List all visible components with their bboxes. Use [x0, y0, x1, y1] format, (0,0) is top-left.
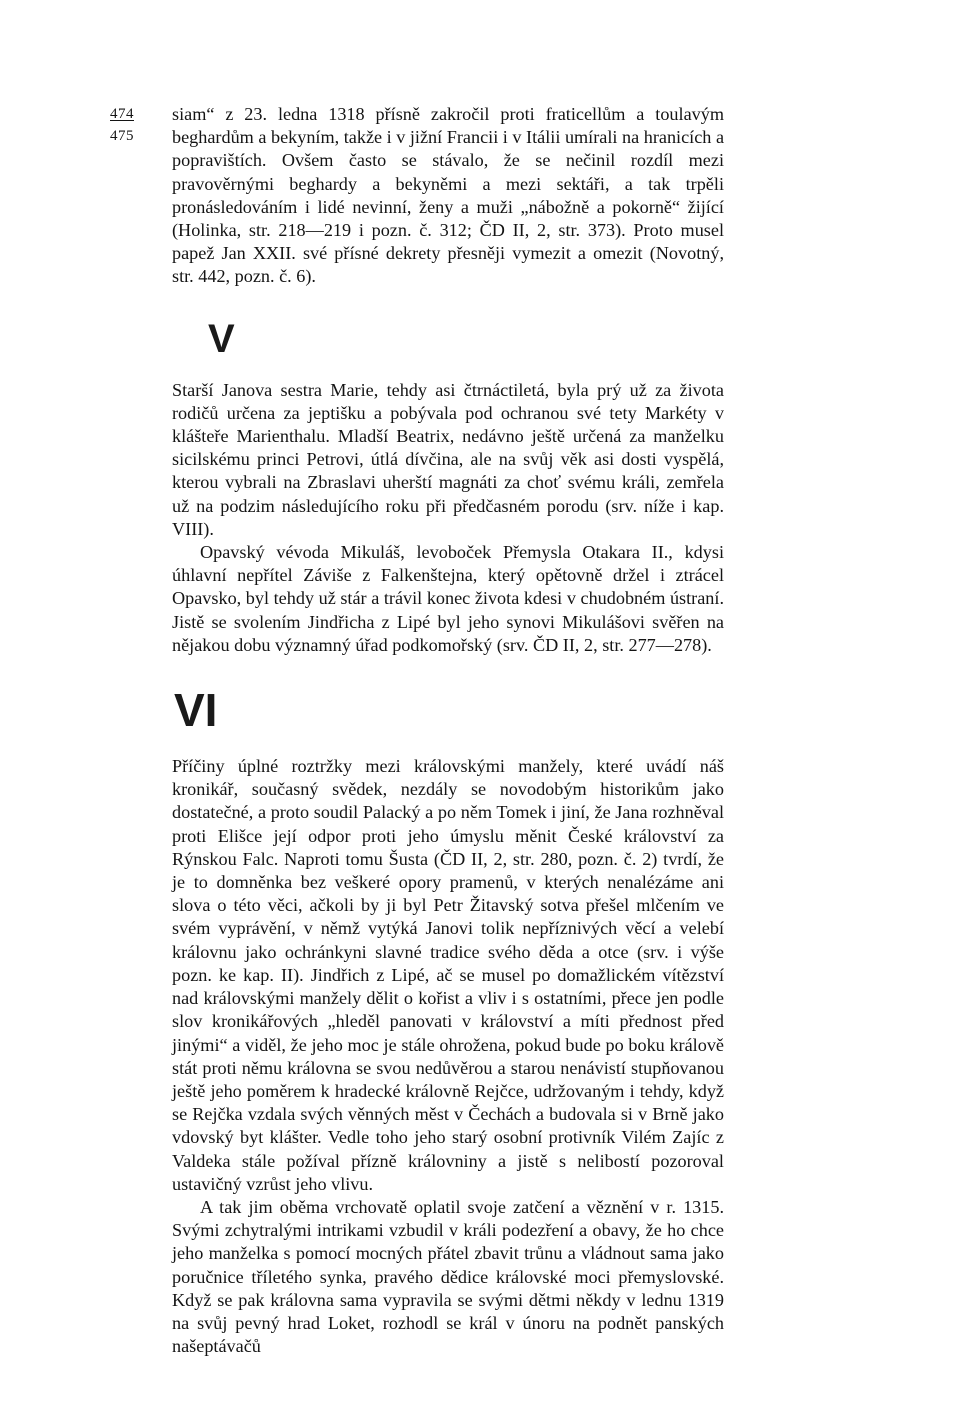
- note-continuation-paragraph: siam“ z 23. ledna 1318 přísně zakročil proti fraticellům a toulavým beghardům a bekyním, takže i v jižní Francii i v Itálii umírali na hranicích a popravištích. Ovšem často se stávalo, že se nečinil rozdíl mezi pravověrnými beghardy a bekyněmi a mezi sektáři, a tak trpěli pronásledováním i lidé nevinní, ženy a muži „nábožně a pokorně“ žijící (Holinka, str. 218—219 i pozn. č. 312; ČD II, 2, str. 373). Proto musel papež Jan XXII. své přísné dekrety přesněji vymezit a omezit (Novotný, str. 442, pozn. č. 6).: [172, 104, 725, 287]
- section-heading-vi: VI: [174, 684, 218, 737]
- section-v-paragraph-2: Opavský vévoda Mikuláš, levoboček Přemysla Otakara II., kdysi úhlavní nepřítel Záviše z Falkenštejna, který opětovně držel i ztrácel Opavsko, byl tehdy už stár a trávil konec života kdesi v chudobném ústraní. Jistě se svolením Jindřicha z Lipé byl jeho synovi Mikulášovi svěřen na nějakou dobu významný úřad podkomořský (srv. ČD II, 2, str. 277—278).: [172, 542, 724, 655]
- margin-page-references: [110, 103, 150, 147]
- page-number-475: 475: [110, 128, 134, 144]
- section-vi-paragraph-2: A tak jim oběma vrchovatě oplatil svoje zatčení a věznění v r. 1315. Svými zchytralými intrikami vzbudil v králi podezření a obavy, že ho chce jeho manželka s pomocí mocných přátel zbavit trůnu a vládnout sama jako poručnice tříletého synka, pravého dědice královské moci přemyslovské. Když se pak královna sama vypravila se svými dětmi někdy v lednu 1319 na svůj pevný hrad Loket, rozhodl se král v únoru na podnět panských našeptávačů: [172, 1196, 724, 1357]
- page-number-474: 474: [110, 106, 134, 122]
- section-v-paragraph-1: Starší Janova sestra Marie, tehdy asi čtrnáctiletá, byla prý už za života rodičů určena za jeptišku a pobývala pod ochranou své tety Markéty v klášteře Marienthalu. Mladší Beatrix, nedávno ještě určená za manželku sicilskému princi Petrovi, útlá dívčina, ale na svůj věk asi dosti vyspělá, kterou vybrali na Zbraslavi uherští magnáti za choť svému králi, zemřela už na podzim následujícího roku při předčasném porodu (srv. níže i kap. VIII).: [172, 379, 724, 539]
- section-vi-paragraph-1: Příčiny úplné roztržky mezi královskými manžely, které uvádí náš kronikář, současný svědek, nezdály se novodobým historikům jako dostatečné, a proto soudil Palacký a po něm Tomek i jiní, že Jana rozhněval proti Elišce její odpor proti jeho úmyslu měnit České království za Rýnskou Falc. Naproti tomu Šusta (ČD II, 2, str. 280, pozn. č. 2) tvrdí, že je to domněnka bez veškeré opory pramenů, v kterých nenalézáme ani slova o této věci, ačkoli by ji byl Petr Žitavský sotva přešel mlčením ve svém vyprávění, v němž vytýká Janovi tolik nepříznivých věcí a velebí královnu jako ochránkyni slavné tradice svého děda a otce (srv. i výše pozn. ke kap. II). Jindřich z Lipé, ač se musel po domažlickém vítězství nad královskými manžely dělit o kořist a vliv i s ostatními, přece jen podle slov kronikářových „hleděl panovati v království a míti přednost před jinými“ a viděl, že jeho moc je stále ohrožena, pokud bude po boku králově stát proti němu královna se svou nedůvěrou a starou nenávistí stupňovanou ještě jeho poměrem k hradecké královně Rejčce, udržovaným i tehdy, když se Rejčka vzdala svých věnných měst v Čechách a budovala si v Brně jako vdovský byt klášter. Vedle toho jeho starý osobní protivník Vilém Zajíc z Valdeka stále požíval přízně královniny a jistě s nelibostí pozoroval ustavičný vzrůst jeho vlivu.: [172, 756, 724, 1194]
- text-column: [172, 103, 724, 1358]
- section-heading-v: V: [208, 316, 235, 361]
